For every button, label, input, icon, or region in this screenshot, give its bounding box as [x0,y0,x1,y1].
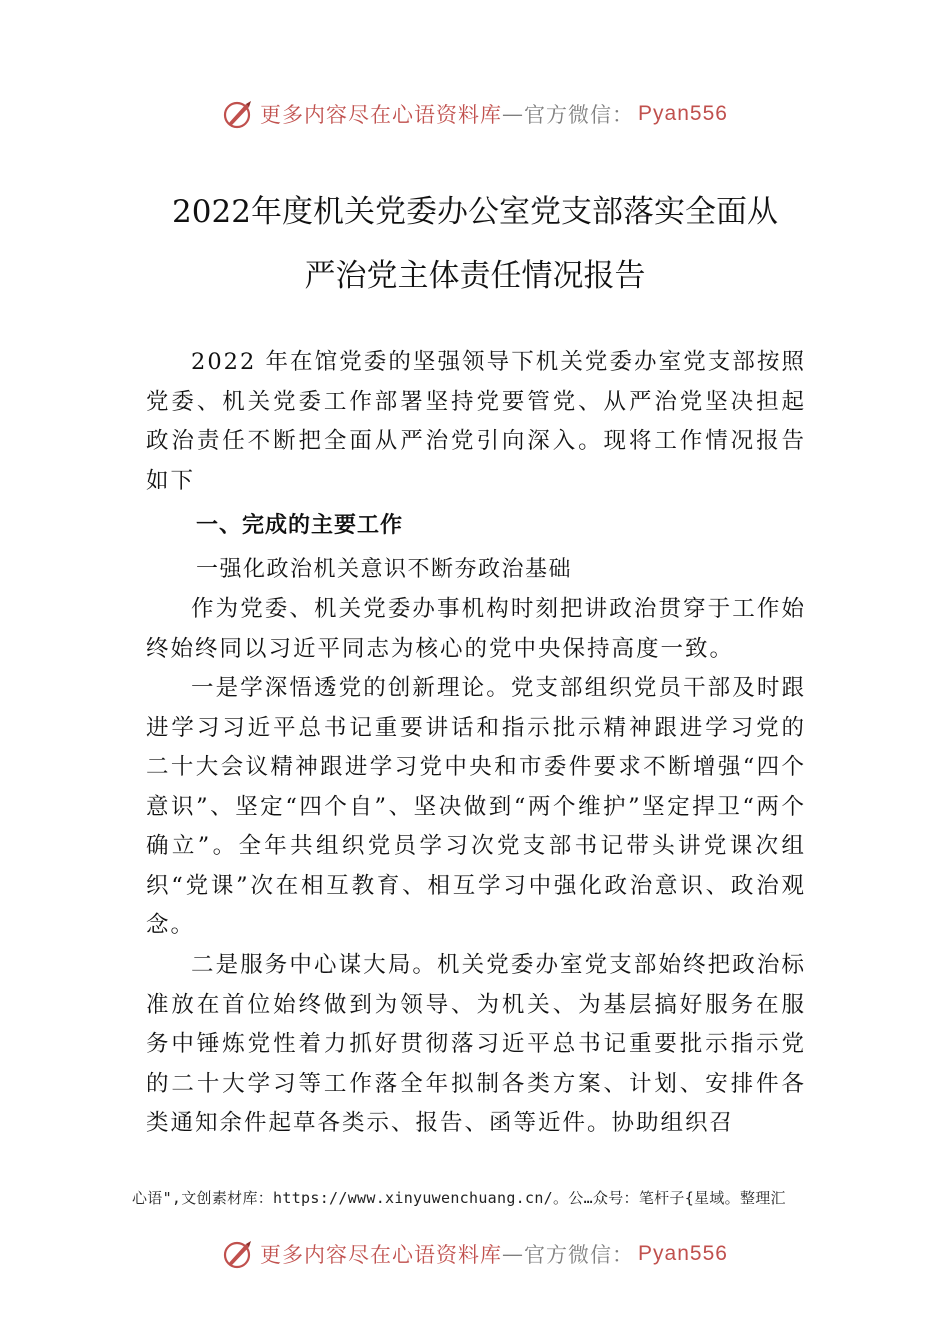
banner-label: 官方微信： [524,1243,635,1267]
title-line-1: 2022年度机关党委办公室党支部落实全面从 [172,194,778,230]
paragraph-1: 作为党委、机关党委办事机构时刻把讲政治贯穿于工作始终始终同以习近平同志为核心的党中央保持高度一致。 [146,596,806,662]
banner-main-text: 更多内容尽在心语资料库 [260,103,503,127]
paragraph-3: 二是服务中心谋大局。机关党委办室党支部始终把政治标准放在首位始终做到为领导、为机关、为基层搞好服务在服务中锤炼党性着力抓好贯彻落习近平总书记重要批示指示党的二十大学习等工作落全年拟制各类方案、计划、安排件各类通知余件起草各类示、报告、函等近件。协助组织召 [146,952,806,1136]
quill-logo-icon [222,98,254,130]
document-title [120,180,830,308]
subsection-heading: 一强化政治机关意识不断夯政治基础 [196,557,573,582]
banner-wechat-id: Pyan556 [638,102,728,125]
banner-wechat-id: Pyan556 [638,1242,728,1265]
footer-banner [0,1236,950,1272]
header-banner [0,96,950,132]
banner-main-text: 更多内容尽在心语资料库 [260,1243,503,1267]
section-heading: 一、完成的主要工作 [196,513,404,538]
banner-label: 官方微信： [524,103,635,127]
title-line-2: 严治党主体责任情况报告 [304,258,646,294]
banner-separator: — [502,102,525,126]
source-note: 心语",文创素材库：https://www.xinyuwenchuang.cn/。公…众号：笔杆子{星域。整理汇 [132,1189,786,1207]
quill-logo-icon [222,1238,254,1270]
banner-separator: — [502,1242,525,1266]
paragraph-2: 一是学深悟透党的创新理论。党支部组织党员干部及时跟进学习习近平总书记重要讲话和指示批示精神跟进学习党的二十大会议精神跟进学习党中央和市委件要求不断增强“四个意识”、坚定“四个自”、坚决做到“两个维护”坚定捍卫“两个确立”。全年共组织党员学习次党支部书记带头讲党课次组织“党课”次在相互教育、相互学习中强化政治意识、政治观念。 [146,675,806,938]
intro-paragraph: 2022 年在馆党委的坚强领导下机关党委办室党支部按照党委、机关党委工作部署坚持党要管党、从严治党坚决担起政治责任不断把全面从严治党引向深入。现将工作情况报告如下 [146,349,806,494]
